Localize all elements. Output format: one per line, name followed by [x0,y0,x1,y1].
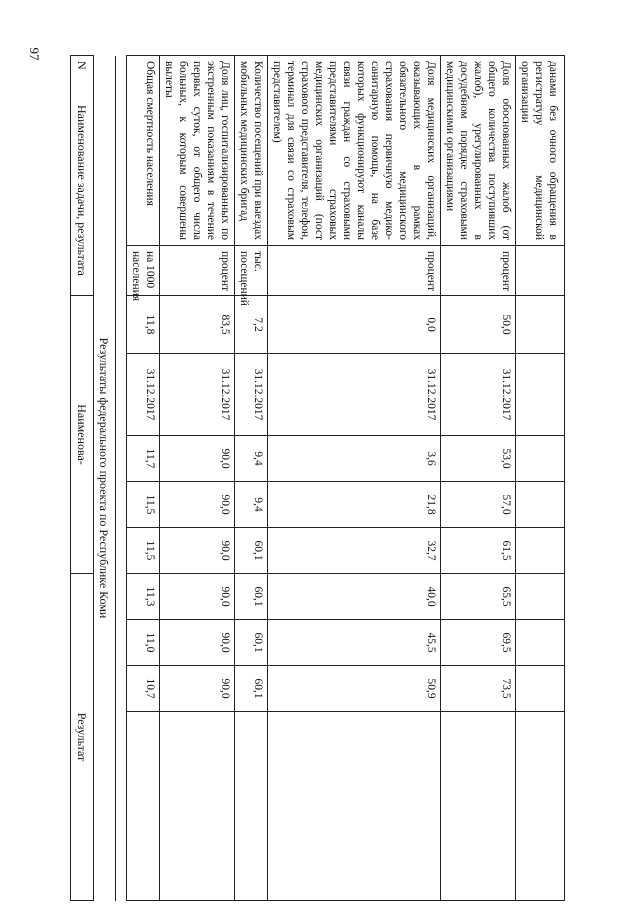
header-n-task [71,56,94,296]
table-row [441,56,516,901]
indicator-description: Доля медицинских организаций, оказывающих в рамках обязательного медицинского страхования первичную медико-санитарную помощь, на базе которых функционируют каналы связи граждан со страховыми представителями страховых медицинских организаций (пост страхового представителя, телефон, терминал для связи со страховым представителем) [268,56,441,246]
header-task: Наименование задачи, результата [75,105,89,276]
base-date [516,354,565,436]
value-2022 [516,574,565,620]
rotated-page-content [75,55,565,900]
section-header-row [71,56,94,901]
page-number: 97 [27,47,42,61]
table-body [71,56,565,901]
base-date: 31.12.2017 [235,354,268,436]
value-2024: 50,9 [268,666,441,712]
indicator-description: Доля обоснованных жалоб (от общего количества поступивших жалоб), урегулированных в досудебном порядке страховыми медицинскими организациями [441,56,516,246]
value-2023 [516,620,565,666]
base-date: 31.12.2017 [441,354,516,436]
unit-of-measure: тыс. посещений [235,246,268,296]
value-2023: 90,0 [160,620,235,666]
value-2022: 60,1 [235,574,268,620]
indicators-table [70,55,565,901]
empty-cell [127,712,160,901]
empty-cell [268,712,441,901]
base-date: 31.12.2017 [268,354,441,436]
unit-of-measure: процент [268,246,441,296]
spacer-row [116,56,127,901]
value-2022: 11,3 [127,574,160,620]
base-value: 83,5 [160,296,235,354]
empty-cell [516,712,565,901]
base-date: 31.12.2017 [127,354,160,436]
indicator-description: данами без очного обращения в регистратуру медицинской организации [516,56,565,246]
value-2020: 57,0 [441,482,516,528]
value-2021: 60,1 [235,528,268,574]
value-2023: 45,5 [268,620,441,666]
value-2024: 90,0 [160,666,235,712]
unit-of-measure: на 1000 населения [127,246,160,296]
value-2020: 9,4 [235,482,268,528]
base-date: 31.12.2017 [160,354,235,436]
unit-of-measure [516,246,565,296]
table-row [160,56,235,901]
header-n: N [75,61,89,70]
table-row [235,56,268,901]
base-value: 11,8 [127,296,160,354]
base-value: 7,2 [235,296,268,354]
value-2023: 69,5 [441,620,516,666]
base-value: 50,0 [441,296,516,354]
value-2023: 60,1 [235,620,268,666]
indicator-description: Общая смертность населения [127,56,160,246]
value-2024: 10,7 [127,666,160,712]
value-2024: 60,1 [235,666,268,712]
empty-cell [160,712,235,901]
value-2019 [516,436,565,482]
value-2019: 90,0 [160,436,235,482]
value-2019: 11,7 [127,436,160,482]
value-2020: 90,0 [160,482,235,528]
value-2022: 90,0 [160,574,235,620]
indicator-description: Доля лиц, госпитализированных по экстренным показаниям в течение первых суток, от общего числа больных, к которым совершены вылеты [160,56,235,246]
value-2023: 11,0 [127,620,160,666]
value-2019: 53,0 [441,436,516,482]
value-2024 [516,666,565,712]
value-2024: 73,5 [441,666,516,712]
value-2021: 32,7 [268,528,441,574]
value-2022: 40,0 [268,574,441,620]
table-row [127,56,160,901]
value-2021: 90,0 [160,528,235,574]
empty-cell [441,712,516,901]
indicator-description: Количество посещений при выездах мобильных медицинских бригад [235,56,268,246]
value-2020: 11,5 [127,482,160,528]
value-2019: 3,6 [268,436,441,482]
value-2019: 9,4 [235,436,268,482]
value-2020: 21,8 [268,482,441,528]
section-title: Результаты федерального проекта по Республике Коми [97,337,111,619]
value-2021: 11,5 [127,528,160,574]
base-value: 0,0 [268,296,441,354]
unit-of-measure: процент [441,246,516,296]
unit-of-measure: процент [160,246,235,296]
value-2021: 61,5 [441,528,516,574]
table-row [268,56,441,901]
header-result: Результат [71,574,94,901]
base-value [516,296,565,354]
value-2020 [516,482,565,528]
section-caption-row [94,56,116,901]
value-2022: 65,5 [441,574,516,620]
table-row [516,56,565,901]
header-name: Наименова- [71,296,94,574]
value-2021 [516,528,565,574]
empty-cell [235,712,268,901]
